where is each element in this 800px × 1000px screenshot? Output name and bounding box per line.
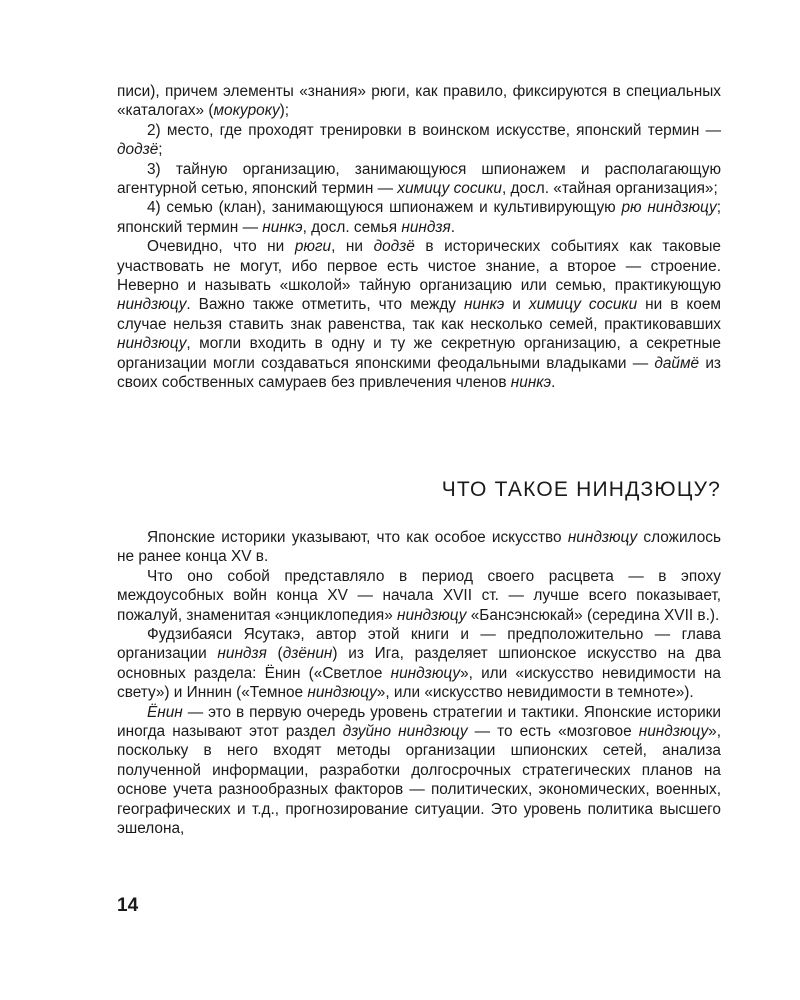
paragraph: Японские историки указывают, что как особое искусство ниндзюцу сложилось не ранее конца XV в. [117,529,721,566]
section-heading: ЧТО ТАКОЕ НИНДЗЮЦУ? [441,478,721,501]
italic-term: дзёнин [282,645,333,663]
page-number: 14 [117,895,139,916]
italic-term: ниндзюцу [117,296,187,314]
italic-term: додзё [117,141,159,159]
italic-term: дзуйно ниндзюцу [342,723,468,741]
italic-term: ниндзюцу [567,529,638,546]
text-block-bottom [117,528,721,839]
italic-term: додзё [373,238,415,256]
italic-term: мокуроку [213,102,280,120]
paragraph: Очевидно, что ни рюги, ни додзё в исторических событиях как таковые участвовать не могут, ибо первое есть чистое знание, а второе — строение. Неверно и называть «школой» тайную организацию или семью, практикующую ниндзюцу. Важно также отметить, что между нинкэ и химицу сосики ни в коем случае нельзя ставить знак равенства, так как несколько семей, практиковавших ниндзюцу, могли входить в одну и ту же секретную организацию, а секретные организации могли создаваться японскими феодальными владыками — даймё из своих собственных самураев без привлечения членов нинкэ. [117,238,722,392]
italic-term: рюги [294,238,332,256]
italic-term: ниндзюцу [397,606,467,624]
italic-term: ниндзюцу [117,335,187,353]
italic-term: ниндзюцу [638,723,709,741]
paragraph: писи), причем элементы «знания» рюги, как правило, фиксируются в специальных «каталогах» (мокуроку); [117,83,721,120]
paragraph: 4) семью (клан), занимающуюся шпионажем и культивирующую рю ниндзюцу; японский термин — нинкэ, досл. семья ниндзя. [117,199,722,236]
italic-term: ниндзя [401,218,451,236]
italic-term: нинкэ [510,374,552,392]
italic-term: даймё [654,354,700,372]
paragraph: Что оно собой представляло в период своего расцвета — в эпоху междоусобных войн конца XV — начала XVII ст. — лучше всего показывает, пожалуй, знаменитая «энциклопедия» ниндзюцу «Бансэнсюкай» (середина XVII в.). [117,567,721,624]
paragraph: 2) место, где проходят тренировки в воинском искусстве, японский термин — додзё; [117,121,721,159]
italic-term: нинкэ [262,218,303,236]
italic-term: ниндзюцу [390,664,461,682]
italic-term: ниндзюцу [307,684,377,702]
italic-term: нинкэ [463,296,505,314]
paragraph: Фудзибаяси Ясутакэ, автор этой книги и — предположительно — глава организации ниндзя (дзёнин) из Ига, разделяет шпионское искусство на два основных раздела: Ёнин («Светлое ниндзюцу», или «искусство невидимости на свету») и Иннин («Темное ниндзюцу», или «искусство невидимости в темноте»). [117,626,722,702]
italic-term: химицу сосики [528,296,638,314]
text-block-top [117,82,721,393]
paragraph: 3) тайную организацию, занимающуюся шпионажем и располагающую агентурной сетью, японский термин — химицу сосики, досл. «тайная организация»; [117,160,721,198]
italic-term: химицу сосики [397,180,502,198]
italic-term: ниндзя [217,645,267,663]
paragraph: Ёнин — это в первую очередь уровень стратегии и тактики. Японские историки иногда называют этот раздел дзуйно ниндзюцу — то есть «мозговое ниндзюцу», поскольку в него входят методы организации шпионских сетей, анализа полученной информации, разработки долгосрочных стратегических планов на основе учета разнообразных факторов — политических, экономических, военных, географических и т.д., прогнозирование ситуации. Это уровень политика высшего эшелона, [117,703,721,838]
italic-term: Ёнин [147,703,183,721]
italic-term: рю ниндзюцу [621,199,717,217]
